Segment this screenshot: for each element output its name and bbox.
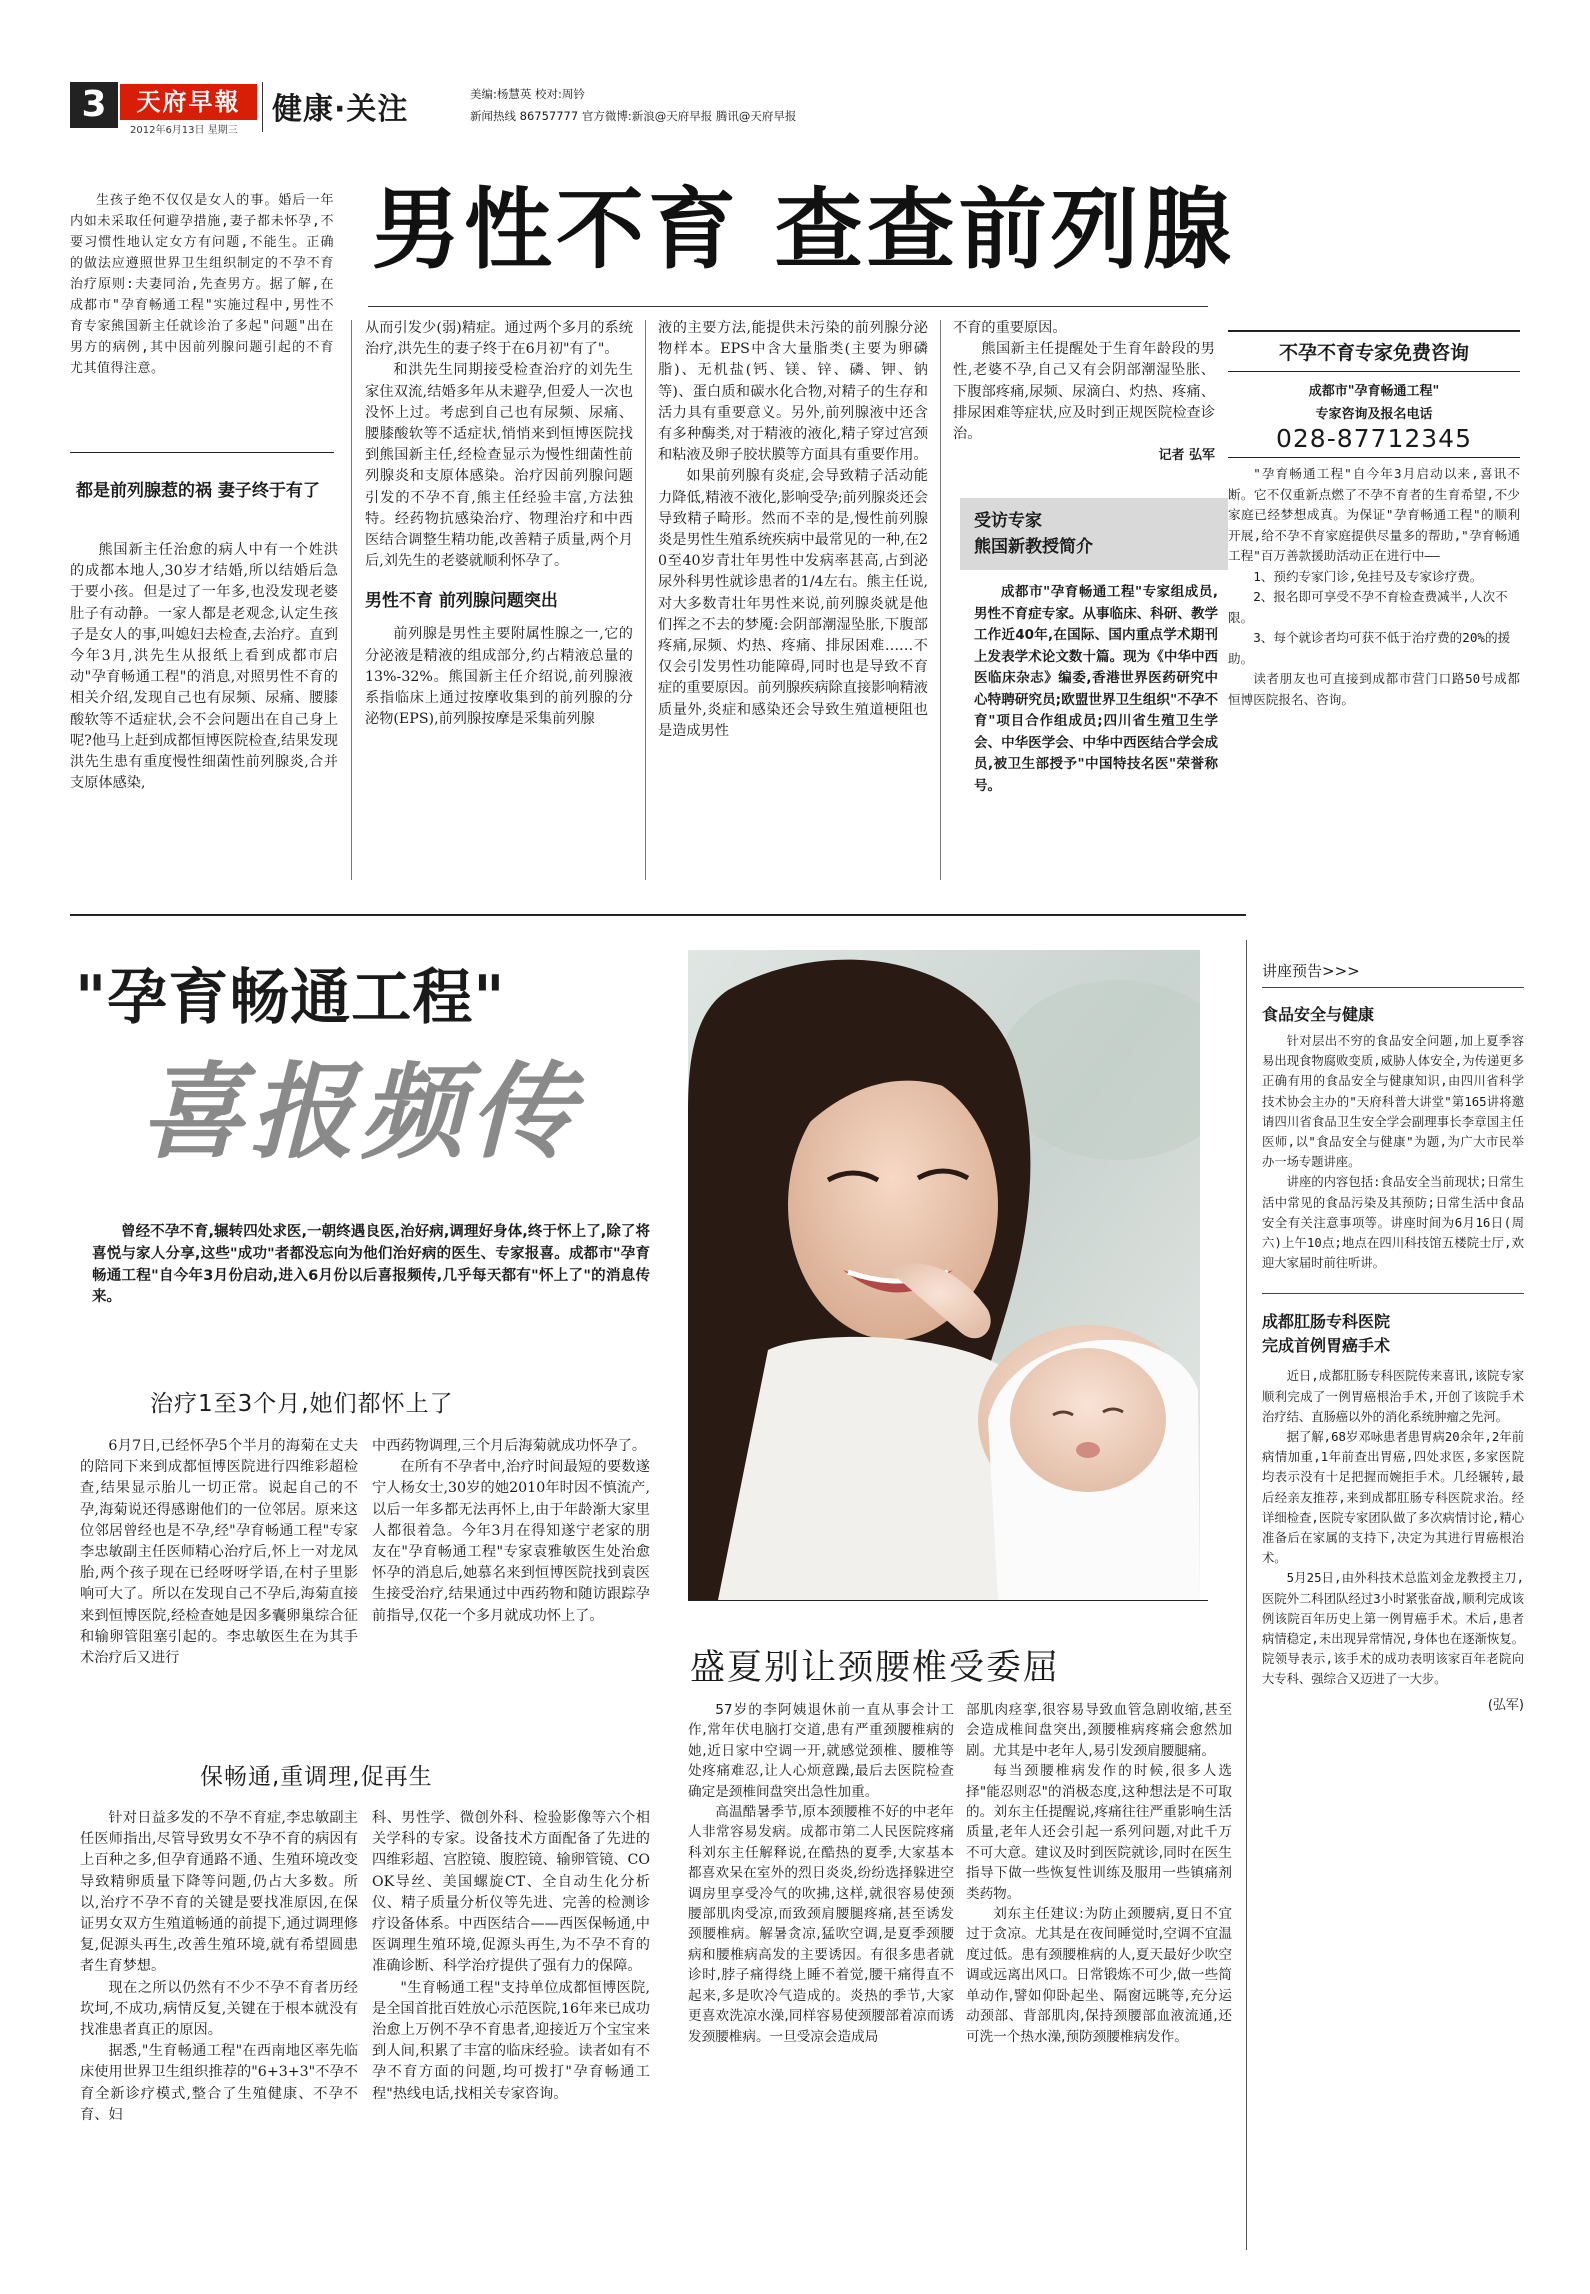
bottom-col-d (372, 1808, 650, 2105)
bottom-d-p2: "生育畅通工程"支持单位成都恒博医院,是全国首批百姓放心示范医院,16年来已成功治愈上万例不孕不育患者,迎接近万个宝宝来到人间,积累了丰富的临床经验。读者如有不孕不育方面的问题,均可拨打"孕育畅通工程"热线电话,找相关专家咨询。 (372, 1979, 650, 2102)
sidebar-title-1: 食品安全与健康 (1262, 1005, 1375, 1024)
sidebar (1262, 960, 1524, 1713)
top-col4-p1: 不育的重要原因。 (953, 320, 1067, 336)
subhead-1: 都是前列腺惹的祸 妻子终于有了 (76, 481, 320, 501)
expert-title: 受访专家 熊国新教授简介 (960, 498, 1228, 570)
expert-box (960, 498, 1228, 878)
divider (1262, 1293, 1524, 1294)
bottom-headline: "孕育畅通工程" (75, 963, 506, 1033)
col-rule (351, 320, 352, 880)
top-col3-p2: 如果前列腺有炎症,会导致精子活动能力降低,精液不液化,影响受孕;前列腺炎还会导致精子畸形。然而不幸的是,慢性前列腺炎是男性生殖系统疾病中最常见的一种,在20至40岁青壮年男性中发病率甚高,占到泌尿外科男性就诊患者的1/4左右。熊主任说,对大多数青壮年男性来说,前列腺炎就是他们挥之不去的梦魇:会阴部潮湿坠胀,下腹部疼痛,尿频、灼热、疼痛、排尿困难……不仅会引发男性功能障碍,同时也是导致不育症的重要原因。前列腺疾病除直接影响精液质量外,炎症和感染还会导致生殖道梗阻也是造成男性 (658, 468, 928, 739)
top-col2-p2: 和洪先生同期接受检查治疗的刘先生家住双流,结婚多年从未避孕,但爱人一次也没怀上过。考虑到自己也有尿频、尿痛、腰膝酸软等不适症状,悄悄来到恒博医院找到熊国新主任,经检查显示为慢性细菌性前列腺炎和支原体感染。治疗因前列腺问题引发的不孕不育,熊主任经验丰富,方法独特。经药物抗感染治疗、物理治疗和中西医结合调整生精功能,改善精子质量,两个月后,刘先生的老婆就顺利怀孕了。 (365, 362, 633, 570)
bottom-col-a: 6月7日,已经怀孕5个半月的海菊在丈夫的陪同下来到成都恒博医院进行四维彩超检查,结果显示胎儿一切正常。说起自己的不孕,海菊说还得感谢他们的一位邻居。原来这位邻居曾经也是不孕,经"孕育畅通工程"专家李忠敏副主任医师精心治疗后,怀上一对龙凤胎,两个孩子现在已经呀呀学语,在村子里影响可大了。所以在发现自己不孕后,海菊直接来到恒博医院,经检查她是因多囊卵巢综合征和输卵管阻塞引起的。李忠敏医生在为其手术治疗后又进行 (80, 1438, 358, 1667)
neck-f-p3: 刘东主任建议:为防止颈腰病,夏日不宜过于贪凉。尤其是在夜间睡觉时,空调不宜温度过低。患有颈腰椎病的人,夏天最好少吹空调或远离出风口。日常锻炼不可少,做一些简单动作,譬如仰卧起坐、隔窗远眺等,充分运动颈部、背部肌肉,保持颈腰部血液流通,还可洗一个热水澡,预防颈腰椎病发作。 (966, 1906, 1232, 2045)
divider (70, 452, 334, 453)
bottom-b-p1: 中西药物调理,三个月后海菊就成功怀孕了。 (372, 1438, 647, 1454)
page-number: 31 (70, 82, 118, 128)
consult-item-2: 2、报名即可享受不孕不育检查费减半,人次不限。 (1228, 589, 1508, 625)
sidebar-p1: 针对层出不穷的食品安全问题,加上夏季容易出现食物腐败变质,威胁人体安全,为传递更多正确有用的食品安全与健康知识,由四川省科学技术协会主办的"天府科普大讲堂"第165讲将邀请四川省食品卫生安全学会副理事长李章国主任医师,以"食品安全与健康"为题,为广大市民举办一场专题讲座。 (1262, 1034, 1524, 1170)
consult-title: 不孕不育专家免费咨询 (1228, 330, 1520, 372)
neck-headline: 盛夏别让颈腰椎受委屈 (690, 1648, 1061, 1688)
top-col2-p3: 前列腺是男性主要附属性腺之一,它的分泌液是精液的组成部分,约占精液总量的13%-32%。熊国新主任介绍说,前列腺液系指临床上通过按摩收集到的前列腺的分泌物(EPS),前列腺按摩是采集前列腺 (365, 626, 633, 728)
sidebar-title-2: 成都肛肠专科医院 完成首例胃癌手术 (1262, 1312, 1391, 1356)
header-divider (262, 82, 263, 132)
sidebar-rule (1246, 940, 1247, 2250)
consult-item-1: 1、预约专家门诊,免挂号及专家诊疗费。 (1253, 568, 1483, 584)
editors-line: 美编:杨慧英 校对:周钤 (470, 87, 585, 101)
divider (688, 1600, 1208, 1601)
consult-box (1228, 330, 1520, 830)
neck-f-p2: 每当颈腰椎病发作的时候,很多人选择"能忍则忍"的消极态度,这种想法是不可取的。刘东主任提醒说,疼痛往往严重影响生活质量,老年人还会引起一系列问题,对此千万不可大意。建议及时到医院就诊,同时在医生指导下做一些恢复性训练及服用一些镇痛剂类药物。 (966, 1763, 1232, 1902)
mother-baby-photo (688, 950, 1200, 1600)
neck-col-e (688, 1700, 954, 2047)
top-col2-p1: 从而引发少(弱)精症。通过两个多月的系统治疗,洪先生的妻子终于在6月初"有了"。 (365, 320, 633, 358)
bottom-lead: 曾经不孕不育,辗转四处求医,一朝终遇良医,治好病,调理好身体,终于怀上了,除了将喜悦与家人分享,这些"成功"者都没忘向为他们治好病的医生、专家报喜。成都市"孕育畅通工程"自今年3月份启动,进入6月份以后喜报频传,几乎每天都有"怀上了"的消息传来。 (92, 1224, 650, 1306)
bottom-headline-2: 喜报频传 (140, 1050, 581, 1173)
top-lead: 生孩子绝不仅仅是女人的事。婚后一年内如未采取任何避孕措施,妻子都未怀孕,不要习惯性地认定女方有问题,不能生。正确的做法应遵照世界卫生组织制定的不孕不育治疗原则:夫妻同治,先查男方。据了解,在成都市"孕育畅通工程"实施过程中,男性不育专家熊国新主任就诊治了多起"问题"出在男方的病例,其中因前列腺问题引起的不育尤其值得注意。 (70, 193, 334, 376)
section-divider (70, 914, 1246, 916)
consult-item-3: 3、每个就诊者均可获不低于治疗费的20%的援助。 (1228, 630, 1511, 666)
top-col3-p1: 液的主要方法,能提供未污染的前列腺分泌物样本。EPS中含大量脂类(主要为卵磷脂)、无机盐(钙、镁、锌、磷、钾、钠等)、蛋白质和碳水化合物,对精子的生存和活力具有重要意义。另外,前列腺液中还含有多种酶类,对于精液的液化,精子穿过宫颈和粘液及卵子胶状膜等方面具有重要作用。 (658, 320, 928, 464)
issue-date: 2012年6月13日 星期三 (130, 125, 238, 136)
neck-f-p1: 部肌肉痉挛,很容易导致血管急剧收缩,甚至会造成椎间盘突出,颈腰椎病疼痛会愈然加剧。尤其是中老年人,易引发颈肩腰腿痛。 (966, 1702, 1232, 1759)
top-headline: 男性不育 查查前列腺 (372, 178, 1235, 281)
bottom-c-p2: 现在之所以仍然有不少不孕不育者历经坎坷,不成功,病情反复,关键在于根本就没有找准患者真正的原因。 (80, 1979, 358, 2039)
top-col4 (953, 318, 1215, 466)
hotline-line: 新闻热线 86757777 官方微博:新浪@天府早报 腾讯@天府早报 (470, 109, 797, 123)
bottom-col-b (372, 1436, 650, 1627)
page-header (0, 0, 1590, 171)
consult-line2: 专家咨询及报名电话 (1315, 407, 1433, 422)
consult-line1: 成都市"孕育畅通工程" (1308, 384, 1440, 399)
sidebar-p4: 据了解,68岁邓咏患者患胃病20余年,2年前病情加重,1年前查出胃癌,四处求医,多家医院均表示没有十足把握而婉拒手术。几经辗转,最后经亲友推荐,来到成都肛肠专科医院求治。经详细检查,医院专家团队做了多次病情讨论,精心准备后在家属的支持下,决定为其进行胃癌根治术。 (1262, 1430, 1524, 1566)
bottom-c-p1: 针对日益多发的不孕不育症,李忠敏副主任医师指出,尽管导致男女不孕不育的病因有上百种之多,但孕育通路不通、生殖环境改变导致精卵质量下降等问题,仍占大多数。所以,治疗不孕不育的关键是要找准原因,在保证男女双方生殖道畅通的前提下,通过调理修复,促源头再生,改善生殖环境,就有希望圆患者生育梦想。 (80, 1810, 358, 1975)
divider (368, 306, 1208, 307)
subhead-treat: 治疗1至3个月,她们都怀上了 (150, 1391, 454, 1417)
top-col1: 熊国新主任治愈的病人中有一个姓洪的成都本地人,30岁才结婚,所以结婚后急于要小孩。但是过了一年多,也没发现老婆肚子有动静。一家人都是老观念,认定生孩子是女人的事,叫媳妇去检查,去治疗。直到今年3月,洪先生从报纸上看到成都市启动"孕育畅通工程"的消息,对照男性不育的相关介绍,发现自己也有尿频、尿痛、腰膝酸软等不适症状,会不会问题出在自己身上呢?他马上赶到成都恒博医院检查,结果发现洪先生患有重度慢性细菌性前列腺炎,合并支原体感染, (70, 542, 338, 792)
neck-e-p1: 57岁的李阿姨退休前一直从事会计工作,常年伏电脑打交道,患有严重颈腰椎病的她,近日家中空调一开,就感觉颈椎、腰椎等处疼痛难忍,让人心烦意躁,最后去医院检查确定是颈椎间盘突出急性加重。 (688, 1702, 954, 1800)
col-rule (645, 320, 646, 880)
divider (1228, 457, 1520, 458)
consult-phone: 028-87712345 (1276, 424, 1472, 453)
neck-e-p2: 高温酷暑季节,原本颈腰椎不好的中老年人非常容易发病。成都市第二人民医院疼痛科刘东主任解释说,在酷热的夏季,大家基本都喜欢呆在室外的烈日炎炎,纷纷选择躲进空调房里享受冷气的吹拂,这样,就很容易使颈腰部肌肉受凉,而致颈肩腰腿疼痛,甚至诱发颈腰椎病。解暑贪凉,猛吹空调,是夏季颈腰病和腰椎病高发的主要诱因。有很多患者就诊时,脖子痛得绕上睡不着觉,腰干痛得直不起来,多是吹冷气造成的。炎热的季节,大家更喜欢洗凉水澡,同样容易使颈腰部着凉而诱发颈腰椎病。一旦受凉会造成局 (688, 1804, 954, 2045)
sidebar-label: 讲座预告>>> (1262, 960, 1524, 988)
bottom-b-p2: 在所有不孕者中,治疗时间最短的要数遂宁人杨女士,30岁的她2010年时因不慎流产,以后一年多都无法再怀上,由于年龄渐大家里人都很着急。今年3月在得知遂宁老家的朋友在"孕育畅通工程"专家袁雅敏医生处治愈怀孕的消息后,她慕名来到恒博医院找到袁医生接受治疗,结果通过中西药物和随访跟踪孕前指导,仅花一个多月就成功怀上了。 (372, 1459, 650, 1624)
sidebar-p3: 近日,成都肛肠专科医院传来喜讯,该院专家顺利完成了一例胃癌根治手术,开创了该院手术治疗结、直肠癌以外的消化系统肿瘤之先河。 (1262, 1369, 1524, 1424)
newspaper-logo: 天府早報 (120, 84, 257, 120)
bottom-d-p1: 科、男性学、微创外科、检验影像等六个相关学科的专家。设备技术方面配备了先进的四维彩超、宫腔镜、腹腔镜、输卵管镜、COOK导丝、美国螺旋CT、全自动生化分析仪、精子质量分析仪等先进、完善的检测诊疗设备体系。中西医结合——西医保畅通,中医调理生殖环境,促源头再生,为不孕不育的准确诊断、科学治疗提供了强有力的保障。 (372, 1810, 650, 1975)
bottom-col-c (80, 1808, 358, 2126)
top-byline: 记者 弘军 (1158, 448, 1215, 464)
consult-p2: 读者朋友也可直接到成都市营门口路50号成都恒博医院报名、咨询。 (1228, 671, 1520, 707)
sidebar-p2: 讲座的内容包括:食品安全当前现状;日常生活中常见的食品污染及其预防;日常生活中食品安全有关注意事项等。讲座时间为6月16日(周六)上午10点;地点在四川科技馆五楼院士厅,欢迎大家届时前往听讲。 (1262, 1175, 1524, 1271)
sidebar-p5: 5月25日,由外科技术总监刘金龙教授主刀,医院外二科团队经过3小时紧张奋战,顺利完成该例该院百年历史上第一例胃癌手术。术后,患者病情稳定,未出现异常情况,身体也在逐渐恢复。院领导表示,该手术的成功表明该家百年老院向大专科、强综合又迈进了一大步。 (1262, 1571, 1524, 1687)
top-col4-p2: 熊国新主任提醒处于生育年龄段的男性,老婆不孕,自己又有会阴部潮湿坠胀、下腹部疼痛,尿频、尿滴白、灼热、疼痛、排尿困难等症状,应及时到正规医院检查诊治。 (953, 341, 1215, 443)
top-col3 (658, 318, 928, 742)
consult-p1: "孕育畅通工程"自今年3月启动以来,喜讯不断。它不仅重新点燃了不孕不育者的生育希望,不少家庭已经梦想成真。为保证"孕育畅通工程"的顺利开展,给不孕不育家庭提供尽量多的帮助,"孕育畅通工程"百万善款援助活动正在进行中—— (1228, 466, 1520, 563)
subhead-2: 男性不育 前列腺问题突出 (365, 591, 558, 612)
expert-bio: 成都市"孕育畅通工程"专家组成员,男性不育症专家。从事临床、科研、教学工作近40年,在国际、国内重点学术期刊上发表学术论文数十篇。现为《中华中西医临床杂志》编委,香港世界医药研究中心特聘研究员;欧盟世界卫生组织"不孕不育"项目合作组成员;四川省生殖卫生学会、中华医学会、中华中西医结合学会成员,被卫生部授予"中国特技名医"荣誉称号。 (974, 584, 1218, 794)
neck-col-f (966, 1700, 1232, 2047)
photo-illustration (688, 950, 1200, 1600)
bottom-c-p3: 据悉,"生育畅通工程"在西南地区率先临床使用世界卫生组织推荐的"6+3+3"不孕不育全新诊疗模式,整合了生殖健康、不孕不育、妇 (80, 2043, 358, 2123)
top-col2 (365, 318, 633, 730)
sidebar-byline: (弘军) (1487, 1697, 1524, 1713)
subhead-care: 保畅通,重调理,促再生 (200, 1764, 433, 1790)
section-title: 健康·关注 (272, 92, 409, 127)
col-rule (940, 320, 941, 880)
